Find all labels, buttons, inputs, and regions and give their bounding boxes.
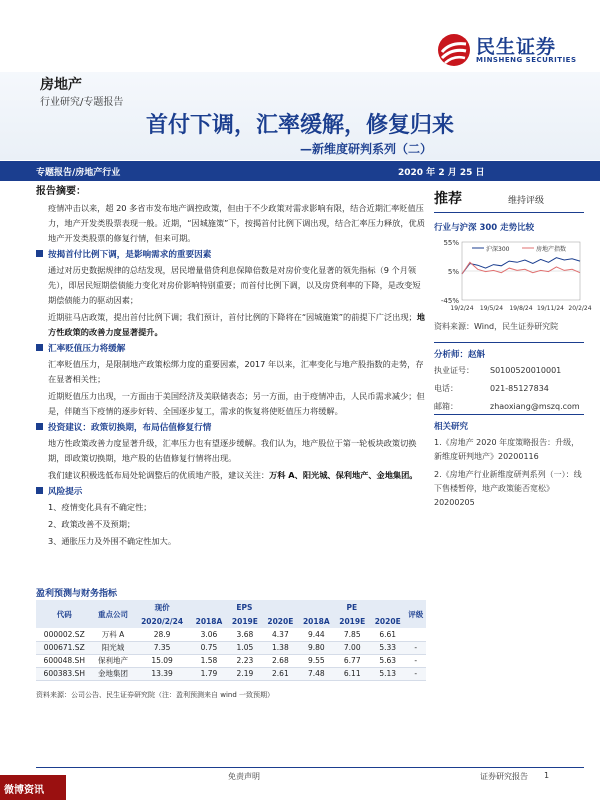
footer-watermark	[0, 775, 66, 800]
divider	[434, 414, 584, 415]
table-cell: 600383.SH	[36, 667, 93, 680]
table-cell: 6.77	[335, 654, 370, 667]
table-cell: 600048.SH	[36, 654, 93, 667]
section-paragraph: 地方性政策改善力度显著升级，汇率压力也有望逐步缓解。我们认为，地产股位于第一轮板块政策切换期，即政策切换期，地产股的估值修复行情将出现。	[48, 438, 417, 463]
col-year: 2019E	[227, 614, 262, 628]
x-tick-label: 19/5/24	[479, 305, 504, 312]
table-cell: 2.23	[227, 654, 262, 667]
summary-intro: 疫情冲击以来，超 20 多省市发布地产调控政策，但由于不少政策对需求影响有限，结合近期汇率贬值压力，地产开发类股票表现一般。近期，“因城施策”下，按揭首付比例下调出现，结合汇率压力释放，优质地产开发类股票的修复行情，但来可期。	[48, 203, 425, 243]
bullet-square-icon	[36, 250, 43, 257]
table-cell: 6.61	[370, 628, 405, 641]
table-cell: 保利地产	[93, 654, 134, 667]
table-cell: 2.61	[263, 667, 298, 680]
divider	[434, 342, 584, 343]
table-cell: 15.09	[133, 654, 190, 667]
footer-label: 证券研究报告	[480, 772, 528, 781]
table-row	[36, 654, 426, 667]
table-cell: -	[405, 654, 426, 667]
col-price-date: 2020/2/24	[133, 614, 190, 628]
y-tick-label: 55%	[443, 239, 459, 247]
table-source: 资料来源：公司公告、民生证券研究院（注：盈利预测来自 wind 一致预期）	[36, 691, 274, 699]
table-cell: 28.9	[133, 628, 190, 641]
table-cell: 9.44	[298, 628, 334, 641]
section-paragraph: 近期贬值压力出现，一方面由于美国经济及美联储表态；另一方面，由于疫情冲击，人民币需求减少；但是，伴随当下疫情的逐步好转、全国逐步复工，需求的恢复将使贬值压力将缓解。	[48, 391, 425, 416]
table-cell: 2.19	[227, 667, 262, 680]
analyst-row[interactable]: 邮箱： zhaoxiang@mszq.com	[434, 402, 580, 411]
analyst-row: 执业证号： S0100520010001	[434, 366, 562, 375]
brand-name-cn: 民生证券	[476, 36, 557, 58]
col-year: 2020E	[370, 614, 405, 628]
col-code: 代码	[36, 600, 93, 628]
risk-item: 2、政策改善不及预期；	[48, 519, 136, 529]
table-cell: 1.38	[263, 641, 298, 654]
bullet-square-icon	[36, 423, 43, 430]
table-cell: 5.13	[370, 667, 405, 680]
section-heading: 风险提示	[36, 485, 428, 500]
col-year: 2019E	[335, 614, 370, 628]
table-cell: 7.85	[335, 628, 370, 641]
table-row	[36, 628, 426, 641]
col-pe: PE	[298, 600, 405, 614]
table-cell: 000671.SZ	[36, 641, 93, 654]
footer-watermark-text: 微博资讯	[4, 785, 44, 796]
table-row	[36, 667, 426, 680]
table-cell: 9.55	[298, 654, 334, 667]
table-cell: 4.37	[263, 628, 298, 641]
col-rating: 评级	[405, 600, 426, 628]
brand-name-en: MINSHENG SECURITIES	[476, 56, 577, 64]
table-cell: 7.35	[133, 641, 190, 654]
bullet-square-icon	[36, 487, 43, 494]
y-tick-label: -45%	[440, 297, 459, 305]
related-heading: 相关研究	[434, 422, 469, 432]
table-cell: 7.00	[335, 641, 370, 654]
table-cell: 1.05	[227, 641, 262, 654]
x-tick-label: 19/8/24	[509, 305, 533, 312]
table-title: 盈利预测与财务指标	[36, 589, 118, 599]
report-date: 2020 年 2 月 25 日	[398, 168, 485, 178]
table-cell: 0.75	[191, 641, 227, 654]
table-cell: 13.39	[133, 667, 190, 680]
legend-label: 沪深300	[486, 246, 510, 253]
risk-item: 1、疫情变化具有不确定性；	[48, 502, 152, 512]
table-cell: -	[405, 667, 426, 680]
table-cell: 6.11	[335, 667, 370, 680]
series-line-0	[462, 258, 580, 274]
x-tick-label: 19/2/24	[450, 305, 474, 312]
report-type: 行业研究/专题报告	[40, 97, 124, 108]
table-cell	[405, 628, 426, 641]
table-row	[36, 641, 426, 654]
financial-table	[36, 600, 426, 681]
x-tick-label: 19/11/24	[537, 305, 564, 312]
page-number: 1	[544, 771, 550, 780]
table-cell: 3.06	[191, 628, 227, 641]
y-tick-label: 5%	[447, 268, 459, 276]
section-heading: 按揭首付比例下调，是影响需求的重要因素	[36, 248, 428, 263]
table-cell: 9.80	[298, 641, 334, 654]
col-company: 重点公司	[93, 600, 134, 628]
table-cell: 金地集团	[93, 667, 134, 680]
section-paragraph: 汇率贬值压力，是限制地产政策松绑力度的重要因素，2017 年以来，汇率变化与地产股指数的走势，存在显著相关性；	[48, 359, 424, 384]
table-cell: 2.68	[263, 654, 298, 667]
summary-heading: 报告摘要：	[36, 186, 86, 197]
table-cell: 5.33	[370, 641, 405, 654]
related-item[interactable]: 1.《房地产 2020 年度策略报告：升级，新维度研判地产》20200116	[434, 438, 580, 461]
series-line-1	[462, 262, 580, 274]
col-year: 2018A	[191, 614, 227, 628]
chart-source: 资料来源：Wind，民生证券研究院	[434, 322, 559, 331]
table-cell: 万科 A	[93, 628, 134, 641]
disclaimer-link[interactable]: 免责声明	[228, 772, 260, 781]
summary-section	[36, 184, 428, 551]
col-eps: EPS	[191, 600, 298, 614]
section-paragraph: 近期驻马店政策，提出首付比例下调；我们预计，首付比例的下降将在“因城施策”的前提下广泛出现；地方性政策的改善力度显著提升。	[48, 312, 425, 337]
analyst-heading: 分析师：赵斛	[434, 350, 486, 360]
chart-title: 行业与沪深 300 走势比较	[434, 223, 535, 233]
table-cell: 阳光城	[93, 641, 134, 654]
table-cell: -	[405, 641, 426, 654]
bullet-square-icon	[36, 344, 43, 351]
table-cell: 3.68	[227, 628, 262, 641]
section-heading: 投资建议：政策切换期，布局估值修复行情	[36, 421, 428, 436]
industry-label: 房地产	[40, 77, 82, 93]
col-price: 现价	[133, 600, 190, 614]
footer-divider	[36, 767, 584, 768]
legend-label: 房地产指数	[536, 246, 567, 253]
section-paragraph: 通过对历史数据规律的总结发现，居民增量借贷利息保障倍数是对房价变化显著的领先指标（9 个月领先），即居民短期偿债能力变化对房价影响特别重要；而首付比例下调，以及房贷利率的下降，是改变短期偿债能力的驱动因素；	[48, 265, 421, 305]
related-item[interactable]: 2.《房地产行业新维度研判系列（一）：线下售楼暂停，地产政策能否宽松》20200205	[434, 470, 582, 507]
rating-label: 推荐	[434, 191, 462, 207]
col-year: 2018A	[298, 614, 334, 628]
table-cell: 5.63	[370, 654, 405, 667]
rating-value: 维持评级	[508, 196, 545, 206]
table-cell: 000002.SZ	[36, 628, 93, 641]
divider	[434, 212, 584, 213]
section-paragraph: 我们建议积极选低布局处轮调整后的优质地产股，建议关注：万科 A、阳光城、保利地产、金地集团。	[48, 470, 418, 480]
section-heading: 汇率贬值压力将缓解	[36, 342, 428, 357]
analyst-row: 电话： 021-85127834	[434, 384, 549, 393]
col-year: 2020E	[263, 614, 298, 628]
page-title: 首付下调，汇率缓解，修复归来	[145, 113, 454, 138]
table-cell: 1.58	[191, 654, 227, 667]
x-tick-label: 20/2/24	[568, 305, 592, 312]
trend-chart	[434, 236, 592, 320]
table-cell: 7.48	[298, 667, 334, 680]
brand-logo-icon	[436, 32, 472, 68]
related-list	[434, 436, 586, 510]
table-cell: 1.79	[191, 667, 227, 680]
risk-item: 3、通胀压力及外围不确定性加大。	[48, 536, 177, 546]
analyst-info	[434, 364, 584, 414]
page-subtitle: —新维度研判系列（二）	[300, 142, 433, 156]
report-category: 专题报告/房地产行业	[36, 168, 121, 178]
brand-logo	[436, 30, 596, 70]
